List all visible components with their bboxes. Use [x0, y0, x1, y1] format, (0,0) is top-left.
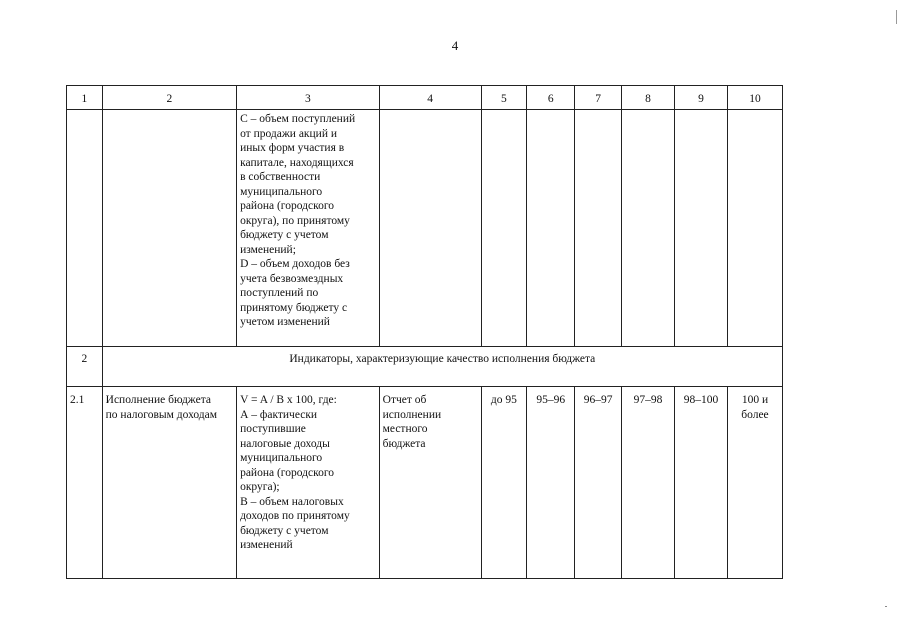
value-cell: 96–97: [575, 387, 622, 579]
scan-mark: [896, 10, 897, 24]
table-cell: [575, 110, 622, 347]
section-number: 2: [67, 347, 103, 387]
formula-cell: V = A / B x 100, где: А – фактически поступившие налоговые доходы муниципального района (городского округа); В – объем налоговых доходов по принятому бюджету с учетом изменений: [237, 387, 380, 579]
header-cell: 2: [102, 86, 236, 110]
table-cell: [102, 110, 236, 347]
value-cell: 95–96: [527, 387, 575, 579]
header-cell: 1: [67, 86, 103, 110]
source-cell: Отчет об исполнении местного бюджета: [379, 387, 481, 579]
header-cell: 7: [575, 86, 622, 110]
table-cell: [622, 110, 675, 347]
table-row-continuation: [67, 110, 783, 347]
header-cell: 6: [527, 86, 575, 110]
value-cell: до 95: [481, 387, 527, 579]
header-cell: 3: [237, 86, 380, 110]
section-title: Индикаторы, характеризующие качество исполнения бюджета: [102, 347, 782, 387]
page-number: 4: [451, 38, 459, 53]
formula-cell: С – объем поступлений от продажи акций и иных форм участия в капитале, находящихся в собственности муниципального района (городского округа), по принятому бюджету с учетом изменений; D – объем доходов без учета безвозмездных поступлений по принятому бюджету с учетом изменений: [237, 110, 380, 347]
table-cell: [481, 110, 527, 347]
header-cell: 4: [379, 86, 481, 110]
row-number: 2.1: [67, 387, 103, 579]
value-cell: 100 и более: [727, 387, 782, 579]
table-cell: [379, 110, 481, 347]
header-cell: 9: [674, 86, 727, 110]
value-cell: 97–98: [622, 387, 675, 579]
header-cell: 10: [727, 86, 782, 110]
table-header-row: [67, 86, 783, 110]
header-cell: 8: [622, 86, 675, 110]
table-cell: [67, 110, 103, 347]
indicators-table: [66, 85, 783, 579]
indicator-name: Исполнение бюджета по налоговым доходам: [102, 387, 236, 579]
table-cell: [674, 110, 727, 347]
table-cell: [527, 110, 575, 347]
table-cell: [727, 110, 782, 347]
table-row: [67, 387, 783, 579]
scan-dot: [885, 606, 887, 607]
header-cell: 5: [481, 86, 527, 110]
value-cell: 98–100: [674, 387, 727, 579]
table-row-section: [67, 347, 783, 387]
